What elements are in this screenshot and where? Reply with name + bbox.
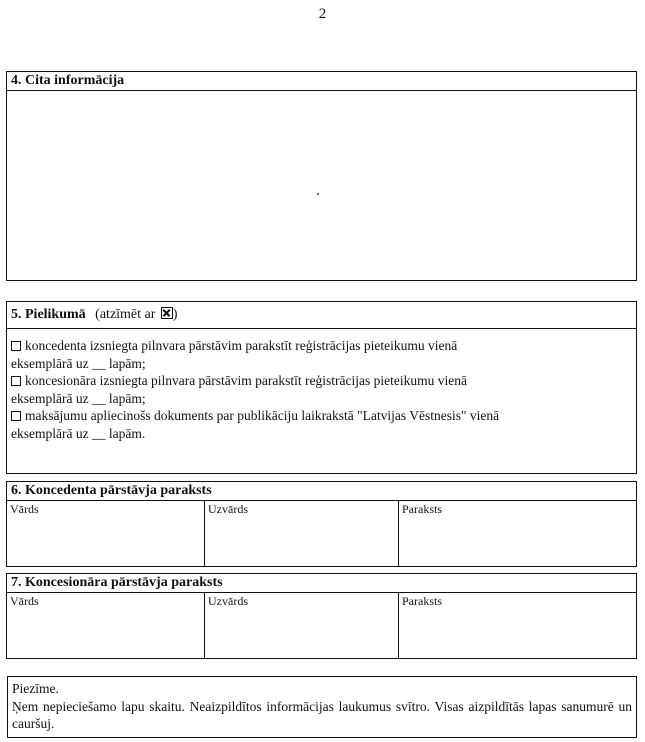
attachment-item [11,372,632,407]
attachment-item [11,337,632,372]
attachment-line2: eksemplārā uz __ lapām. [11,425,146,441]
section-other-information [6,71,637,281]
signature-cell[interactable] [399,501,635,566]
signature-cell[interactable] [399,593,635,658]
section-grantor-signature [6,481,637,567]
stray-dot [317,193,319,195]
attachment-line2: eksemplārā uz __ lapām; [11,390,146,406]
note-text: Ņem nepieciešamo lapu skaitu. Neaizpildītos informācijas laukumus svītro. Visas aizpildītās lapas sanumurē un cauršuj. [12,698,632,731]
last-name-cell[interactable] [204,501,399,566]
checkbox-icon[interactable] [11,341,21,351]
checkbox-icon[interactable] [11,411,21,421]
section-attachments [6,301,637,474]
section-5-header [7,302,636,329]
section-concessionaire-signature [6,573,637,659]
first-name-label: Vārds [10,502,39,516]
page-number: 2 [318,6,327,22]
attachment-line2: eksemplārā uz __ lapām; [11,355,146,371]
attachments-list [11,337,632,442]
note-title: Piezīme. [12,681,59,696]
signature-label: Paraksts [402,594,442,608]
section-7-title: 7. Koncesionāra pārstāvja paraksts [7,574,636,593]
section-5-subtitle-end: ) [172,307,178,322]
attachment-line1: koncedenta izsniegta pilnvara pārstāvim parakstīt reģistrācijas pieteikumu vienā [25,338,458,353]
first-name-cell[interactable] [7,593,204,658]
checkbox-icon[interactable] [11,376,21,386]
first-name-cell[interactable] [7,501,204,566]
first-name-label: Vārds [10,594,39,608]
note-box [7,676,637,738]
section-4-title: 4. Cita informācija [7,72,636,91]
section-5-subtitle: (atzīmēt ar [95,307,156,322]
last-name-cell[interactable] [204,593,399,658]
other-information-field[interactable] [7,92,636,280]
attachment-item [11,407,632,442]
section-5-title: 5. Pielikumā [11,307,86,322]
attachment-line1: koncesionāra izsniegta pilnvara pārstāvim parakstīt reģistrācijas pieteikumu vienā [25,373,467,388]
last-name-label: Uzvārds [208,594,248,608]
signature-label: Paraksts [402,502,442,516]
last-name-label: Uzvārds [208,502,248,516]
checked-box-icon [161,307,173,319]
attachment-line1: maksājumu apliecinošs dokuments par publikāciju laikrakstā "Latvijas Vēstnesis" vienā [25,408,500,423]
section-6-title: 6. Koncedenta pārstāvja paraksts [7,482,636,501]
